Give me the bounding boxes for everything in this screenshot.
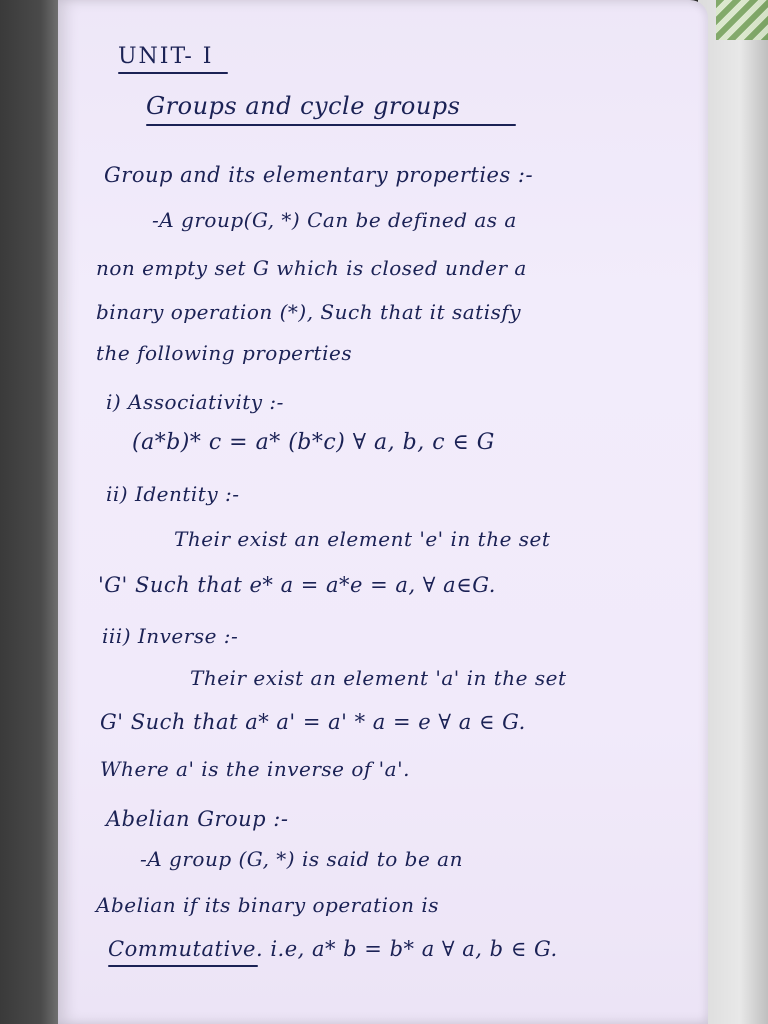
page-title: Groups and cycle groups xyxy=(146,92,461,120)
leaf-pattern-corner xyxy=(716,0,768,40)
photo-background-right xyxy=(698,0,768,1024)
unit-heading: UNIT- I xyxy=(118,44,214,69)
definition-line-1: -A group(G, *) Can be defined as a xyxy=(152,208,517,232)
inverse-line-1: Their exist an element 'a' in the set xyxy=(190,666,567,690)
abelian-line-1: -A group (G, *) is said to be an xyxy=(140,847,463,871)
unit-underline xyxy=(118,72,228,74)
associativity-formula: (a*b)* c = a* (b*c) ∀ a, b, c ∈ G xyxy=(132,430,495,455)
definition-line-3: binary operation (*), Such that it satisfy xyxy=(96,300,522,324)
definition-line-4: the following properties xyxy=(96,341,353,365)
abelian-line-2: Abelian if its binary operation is xyxy=(96,893,440,917)
definition-line-2: non empty set G which is closed under a xyxy=(96,256,527,280)
commutative-underline xyxy=(108,965,258,967)
inverse-line-2: G' Such that a* a' = a' * a = e ∀ a ∈ G. xyxy=(100,710,526,734)
identity-line-1: Their exist an element 'e' in the set xyxy=(174,527,551,551)
associativity-heading: i) Associativity :- xyxy=(106,390,284,414)
identity-heading: ii) Identity :- xyxy=(106,482,240,506)
photo-background-left xyxy=(0,0,58,1024)
inverse-heading: iii) Inverse :- xyxy=(102,624,239,648)
inverse-line-3: Where a' is the inverse of 'a'. xyxy=(100,757,410,781)
abelian-line-3: Commutative. i.e, a* b = b* a ∀ a, b ∈ G. xyxy=(108,937,558,961)
identity-line-2: 'G' Such that e* a = a*e = a, ∀ a∈G. xyxy=(98,573,496,597)
title-underline xyxy=(146,124,516,126)
section-heading-group: Group and its elementary properties :- xyxy=(104,163,534,187)
abelian-heading: Abelian Group :- xyxy=(106,807,289,831)
